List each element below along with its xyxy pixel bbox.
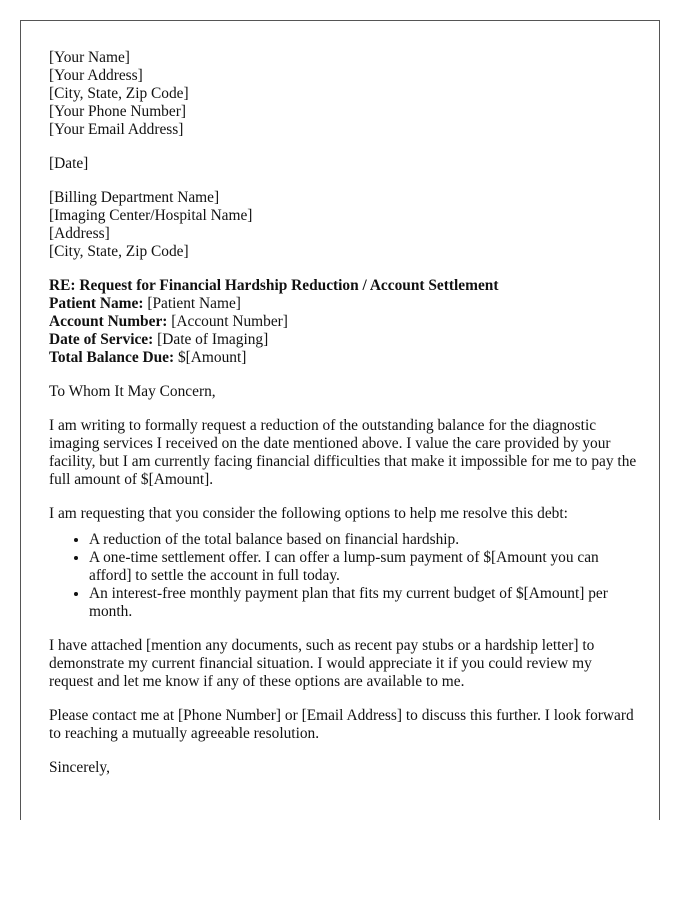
letter-body [49, 49, 639, 793]
patient-name-label: Patient Name: [49, 295, 144, 312]
subject-line [49, 277, 639, 295]
letter-date [49, 155, 639, 173]
intro-paragraph: I am writing to formally request a reduction of the outstanding balance for the diagnostic imaging services I received on the date mentioned above. I value the care provided by your facility, but I am currently facing financial difficulties that make it impossible for me to pay the full amount of $[Amount]. [49, 417, 637, 488]
patient-name-line [49, 295, 639, 313]
recipient-organization: [Imaging Center/Hospital Name] [49, 207, 253, 224]
patient-name-value: [Patient Name] [147, 295, 241, 312]
sender-address: [Your Address] [49, 67, 143, 84]
account-number-line [49, 313, 639, 331]
list-item: • A reduction of the total balance based on financial hardship. [89, 531, 639, 549]
list-item: • A one-time settlement offer. I can offer a lump-sum payment of $[Amount you can afford] to settle the account in full today. [89, 549, 639, 585]
total-balance-value: $[Amount] [177, 349, 247, 366]
date-of-service-value: [Date of Imaging] [157, 331, 269, 348]
sender-phone: [Your Phone Number] [49, 103, 186, 120]
subject-text: RE: Request for Financial Hardship Reduction / Account Settlement [49, 277, 499, 294]
date-of-service-label: Date of Service: [49, 331, 154, 348]
sender-city-state-zip: [City, State, Zip Code] [49, 85, 189, 102]
sender-email: [Your Email Address] [49, 121, 184, 138]
sender-name: [Your Name] [49, 49, 130, 66]
recipient-department: [Billing Department Name] [49, 189, 220, 206]
recipient-city-state-zip: [City, State, Zip Code] [49, 243, 189, 260]
list-item: • An interest-free monthly payment plan that fits my current budget of $[Amount] per month. [89, 585, 639, 621]
letter-page [20, 20, 660, 820]
attachments-paragraph: I have attached [mention any documents, such as recent pay stubs or a hardship letter] to demonstrate my current financial situation. I would appreciate it if you could review my request and let me know if any of these options are available to me. [49, 637, 595, 690]
account-number-label: Account Number: [49, 313, 168, 330]
recipient-address: [Address] [49, 225, 110, 242]
salutation: To Whom It May Concern, [49, 383, 216, 400]
options-list [49, 531, 639, 621]
reference-block [49, 277, 639, 367]
total-balance-line [49, 349, 639, 367]
total-balance-label: Total Balance Due: [49, 349, 175, 366]
contact-paragraph: Please contact me at [Phone Number] or [Email Address] to discuss this further. I look forward to reaching a mutually agreeable resolution. [49, 707, 634, 742]
date-of-service-line [49, 331, 639, 349]
account-number-value: [Account Number] [171, 313, 288, 330]
recipient-address-block [49, 189, 639, 261]
options-intro-paragraph: I am requesting that you consider the following options to help me resolve this debt: [49, 505, 568, 522]
sender-address-block [49, 49, 639, 139]
date-text: [Date] [49, 155, 89, 172]
closing: Sincerely, [49, 759, 110, 776]
